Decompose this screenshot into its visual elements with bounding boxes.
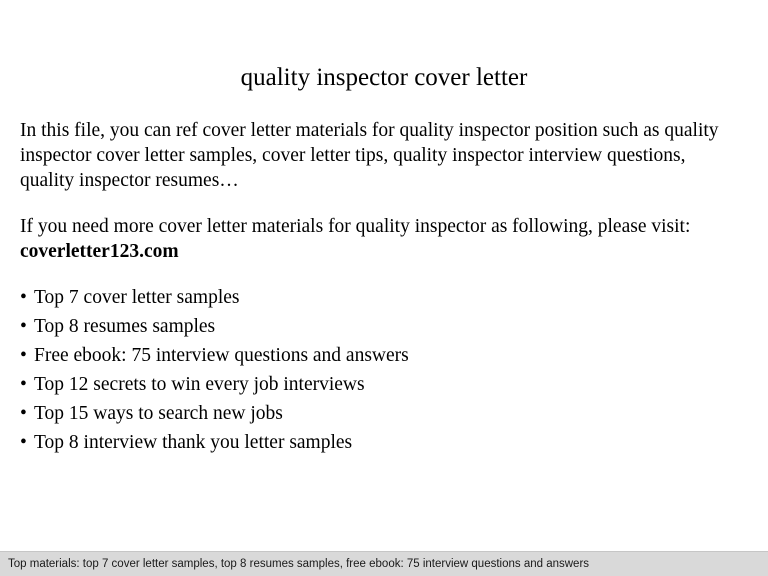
list-item xyxy=(20,430,740,456)
list-item-label: Top 7 cover letter samples xyxy=(34,287,240,308)
website-link[interactable]: coverletter123.com xyxy=(20,241,179,262)
list-item-label: Free ebook: 75 interview questions and answers xyxy=(34,345,409,366)
bullet-marker-icon: • xyxy=(20,287,27,308)
materials-list xyxy=(20,285,740,456)
list-item xyxy=(20,314,740,340)
bullet-marker-icon: • xyxy=(20,316,27,337)
list-item xyxy=(20,372,740,398)
footer-bar xyxy=(0,551,768,576)
bullet-marker-icon: • xyxy=(20,345,27,366)
page-title: quality inspector cover letter xyxy=(240,63,528,91)
bullet-marker-icon: • xyxy=(20,432,27,453)
bullet-marker-icon: • xyxy=(20,403,27,424)
list-item xyxy=(20,401,740,427)
list-item-label: Top 8 interview thank you letter samples xyxy=(34,432,353,453)
bullet-marker-icon: • xyxy=(20,374,27,395)
list-item-label: Top 12 secrets to win every job interviews xyxy=(34,374,365,395)
list-item-label: Top 15 ways to search new jobs xyxy=(34,403,283,424)
intro-paragraph: In this file, you can ref cover letter materials for quality inspector position such as quality inspector cover letter samples, cover letter tips, quality inspector interview questions, quality inspector resumes… xyxy=(20,120,719,191)
footer-text: Top materials: top 7 cover letter samples, top 8 resumes samples, free ebook: 75 interview questions and answers xyxy=(8,558,590,570)
visit-paragraph xyxy=(20,214,740,264)
list-item xyxy=(20,285,740,311)
visit-paragraph-text: If you need more cover letter materials for quality inspector as following, please visit: xyxy=(20,216,691,237)
slide-body xyxy=(20,118,740,459)
list-item xyxy=(20,343,740,369)
list-item-label: Top 8 resumes samples xyxy=(34,316,216,337)
